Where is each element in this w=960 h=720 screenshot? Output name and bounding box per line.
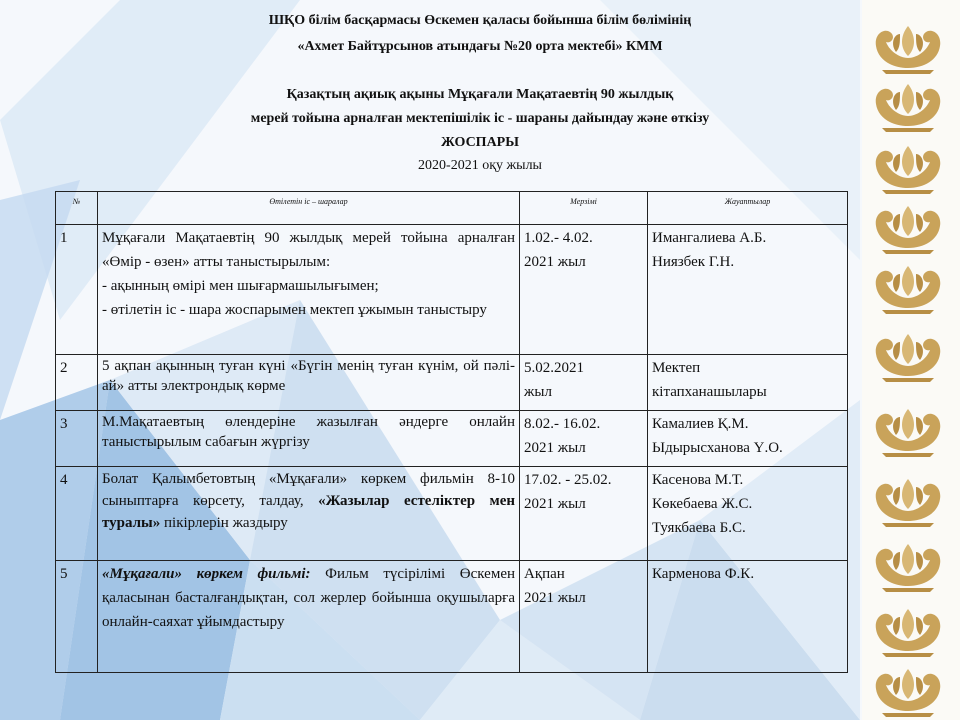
date-line: 1.02.- 4.02. — [524, 230, 593, 246]
header-line-6: 2020-2021 оқу жылы — [418, 158, 542, 173]
header-line-1: ШҚО білім басқармасы Өскемен қаласы бойынша білім бөлімінің — [268, 13, 692, 28]
event-bold-italic-text: «Мұқағали» көркем фильмі: — [102, 566, 311, 582]
responsible-line: Карменова Ф.К. — [652, 566, 755, 582]
table-header-row — [56, 192, 848, 225]
row-date — [520, 355, 648, 411]
event-text: пікірлерін жаздыру — [164, 515, 288, 531]
header-line-2: «Ахмет Байтұрсынов атындағы №20 орта мектебі» КММ — [297, 39, 663, 54]
col-header-event: Өтілетін іс – шаралар — [98, 192, 520, 225]
row-responsible — [648, 467, 848, 561]
responsible-line: Ниязбек Г.Н. — [652, 254, 735, 270]
responsible-line: Көкебаева Ж.С. — [652, 496, 753, 512]
col-header-responsible: Жауаптылар — [648, 192, 848, 225]
event-text: Болат Қалымбетовтың «Мұқағали» көркем фильмін 8-10 сыныптарға көрсету, талдау, — [102, 471, 515, 509]
row-num: 4 — [56, 467, 98, 561]
row-responsible — [648, 561, 848, 673]
responsible-line: Касенова М.Т. — [652, 472, 744, 488]
header-line-5: ЖОСПАРЫ — [441, 135, 519, 150]
responsible-line: Камалиев Қ.М. — [652, 416, 749, 432]
row-responsible — [648, 355, 848, 411]
responsible-line: Имангалиева А.Б. — [652, 230, 767, 246]
table-row — [56, 467, 848, 561]
row-date — [520, 467, 648, 561]
header-line-3: Қазақтың ақиық ақыны Мұқағали Мақатаевтің 90 жылдық — [286, 87, 674, 102]
event-line: - ақынның өмірі мен шығармашылығымен; — [102, 278, 379, 294]
date-line: 5.02.2021 — [524, 360, 584, 376]
date-line: 2021 жыл — [524, 440, 586, 456]
ornament-icon — [876, 266, 941, 314]
date-line: 2021 жыл — [524, 254, 586, 270]
event-line: - өтілетін іс - шара жоспарымен мектеп ұжымын таныстыру — [102, 302, 487, 318]
responsible-line: Мектеп — [652, 360, 701, 376]
row-date — [520, 411, 648, 467]
row-event — [98, 561, 520, 673]
plan-table — [55, 191, 848, 673]
responsible-line: Ыдырысханова Ү.О. — [652, 440, 783, 456]
row-event — [98, 225, 520, 355]
responsible-line: Туякбаева Б.С. — [652, 520, 746, 536]
ornament-icon — [876, 409, 941, 457]
row-date — [520, 561, 648, 673]
header-line-4: мерей тойына арналған мектепішілік іс - шараны дайындау және өткізу — [250, 111, 710, 126]
row-event — [98, 411, 520, 467]
row-responsible — [648, 411, 848, 467]
ornament-icon — [876, 609, 941, 657]
event-text: Фильм түсірілімі Өскемен қаласынан басталғандықтан, сол жерлер бойынша оқушыларға онлайн-саяхат ұйымдастыру — [102, 566, 516, 630]
row-event — [98, 355, 520, 411]
date-line: 2021 жыл — [524, 496, 586, 512]
row-num: 1 — [56, 225, 98, 355]
ornament-icon — [876, 206, 941, 254]
row-responsible — [648, 225, 848, 355]
table-row — [56, 561, 848, 673]
date-line: 2021 жыл — [524, 590, 586, 606]
responsible-line: кітапханашылары — [652, 384, 767, 400]
date-line: Ақпан — [524, 566, 565, 582]
date-line: 8.02.- 16.02. — [524, 416, 601, 432]
date-line: жыл — [524, 384, 552, 400]
table-row — [56, 225, 848, 355]
col-header-num: № — [56, 192, 98, 225]
event-line: М.Мақатаевтың өлендеріне жазылған әндерге онлайн таныстырылым сабағын жүргізу — [102, 414, 515, 450]
table-row — [56, 411, 848, 467]
event-line: 5 ақпан ақынның туған күні «Бүгін менің туған күнім, ой пәлі-ай» атты электрондық көрме — [102, 358, 515, 394]
ornament-icon — [876, 334, 941, 382]
row-num: 2 — [56, 355, 98, 411]
date-line: 17.02. - 25.02. — [524, 472, 612, 488]
col-header-date: Мерзімі — [520, 192, 648, 225]
event-bold-text: «Жазылар естеліктер мен туралы» — [102, 493, 516, 531]
ornament-icon — [876, 669, 941, 717]
row-num: 5 — [56, 561, 98, 673]
table-row — [56, 355, 848, 411]
ornament-icon — [876, 479, 941, 527]
row-event — [98, 467, 520, 561]
row-num: 3 — [56, 411, 98, 467]
row-date — [520, 225, 648, 355]
ornament-icon — [876, 544, 941, 592]
event-line: Мұқағали Мақатаевтің 90 жылдық мерей тойына арналған «Өмір - өзен» атты таныстырылым: — [102, 230, 515, 270]
